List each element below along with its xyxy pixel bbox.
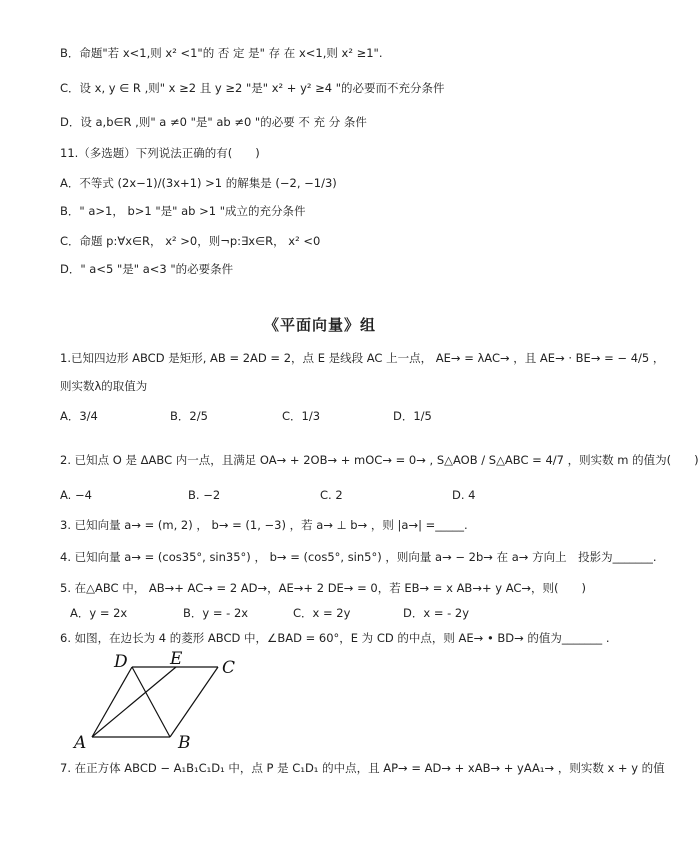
q11-option-b: B．" a>1， b>1 "是" ab >1 "成立的充分条件 bbox=[60, 204, 306, 218]
q5-option-b: B．y = - 2x bbox=[183, 606, 249, 620]
section-title: 《平面向量》组 bbox=[263, 316, 376, 334]
vertex-label-b: B bbox=[178, 733, 191, 753]
q11-option-a: A．不等式 (2x−1)/(3x+1) >1 的解集是 (−2, −1/3) bbox=[60, 176, 337, 190]
q10-option-c: C．设 x, y ∈ R ,则" x ≥2 且 y ≥2 "是" x² + y² ≥4 "的必要而不充分条件 bbox=[60, 81, 445, 95]
q1-stem: 1.已知四边形 ABCD 是矩形, AB = 2AD = 2，点 E 是线段 AC 上一点， AE→ = λAC→ ，且 AE→ · BE→ = − 4/5 ， bbox=[60, 351, 665, 365]
q10-option-d: D．设 a,b∈R ,则" a ≠0 "是" ab ≠0 "的必要 不 充 分 条件 bbox=[60, 115, 367, 129]
q11-option-c: C．命题 p:∀x∈R， x² >0，则¬p:∃x∈R， x² <0 bbox=[60, 234, 321, 248]
q7-stem: 7. 在正方体 ABCD − A₁B₁C₁D₁ 中，点 P 是 C₁D₁ 的中点，且 AP→ = AD→ + xAB→ + yAA₁→ ，则实数 x + y 的值 bbox=[60, 761, 665, 775]
side-bc bbox=[170, 667, 218, 737]
q2-option-d: D. 4 bbox=[452, 488, 476, 502]
q1-stem-continued: 则实数λ的取值为 bbox=[60, 379, 148, 393]
q4-stem: 4. 已知向量 a→ = (cos35°, sin35°) ， b→ = (cos5°, sin5°) ，则向量 a→ − 2b→ 在 a→ 方向上 投影为_______. bbox=[60, 550, 657, 564]
segment-ae bbox=[92, 667, 176, 737]
q2-option-b: B. −2 bbox=[188, 488, 221, 502]
q11-option-d: D．" a<5 "是" a<3 "的必要条件 bbox=[60, 262, 234, 276]
vertex-label-d: D bbox=[114, 652, 128, 672]
q2-option-c: C. 2 bbox=[320, 488, 343, 502]
vertex-label-c: C bbox=[222, 658, 236, 678]
q3-stem: 3. 已知向量 a→ = (m, 2) ， b→ = (1, −3) ，若 a→ ⊥ b→ ，则 |a→| =_____. bbox=[60, 518, 468, 532]
q1-option-a: A．3/4 bbox=[60, 409, 98, 423]
q5-option-a: A．y = 2x bbox=[70, 606, 128, 620]
q1-option-d: D．1/5 bbox=[393, 409, 432, 423]
q1-option-b: B．2/5 bbox=[170, 409, 208, 423]
point-label-e: E bbox=[170, 649, 183, 669]
q2-stem: 2. 已知点 O 是 ΔABC 内一点，且满足 OA→ + 2OB→ + mOC→ = 0→ , S△AOB / S△ABC = 4/7 ，则实数 m 的值为( ) bbox=[60, 453, 699, 467]
q5-option-d: D．x = - 2y bbox=[403, 606, 470, 620]
q1-option-c: C．1/3 bbox=[282, 409, 321, 423]
q11-stem: 11.（多选题）下列说法正确的有( ) bbox=[60, 146, 260, 160]
side-da bbox=[92, 667, 132, 737]
rhombus-figure bbox=[68, 648, 248, 752]
q5-stem: 5. 在△ABC 中， AB→+ AC→ = 2 AD→，AE→+ 2 DE→ = 0，若 EB→ = x AB→+ y AC→，则( ) bbox=[60, 581, 587, 595]
q2-option-a: A. −4 bbox=[60, 488, 92, 502]
vertex-label-a: A bbox=[74, 733, 87, 753]
q10-option-b: B．命题"若 x<1,则 x² <1"的 否 定 是" 存 在 x<1,则 x² ≥1". bbox=[60, 46, 383, 60]
q5-option-c: C．x = 2y bbox=[293, 606, 351, 620]
q6-stem: 6. 如图，在边长为 4 的菱形 ABCD 中，∠BAD = 60°，E 为 CD 的中点，则 AE→ • BD→ 的值为_______ . bbox=[60, 631, 610, 645]
